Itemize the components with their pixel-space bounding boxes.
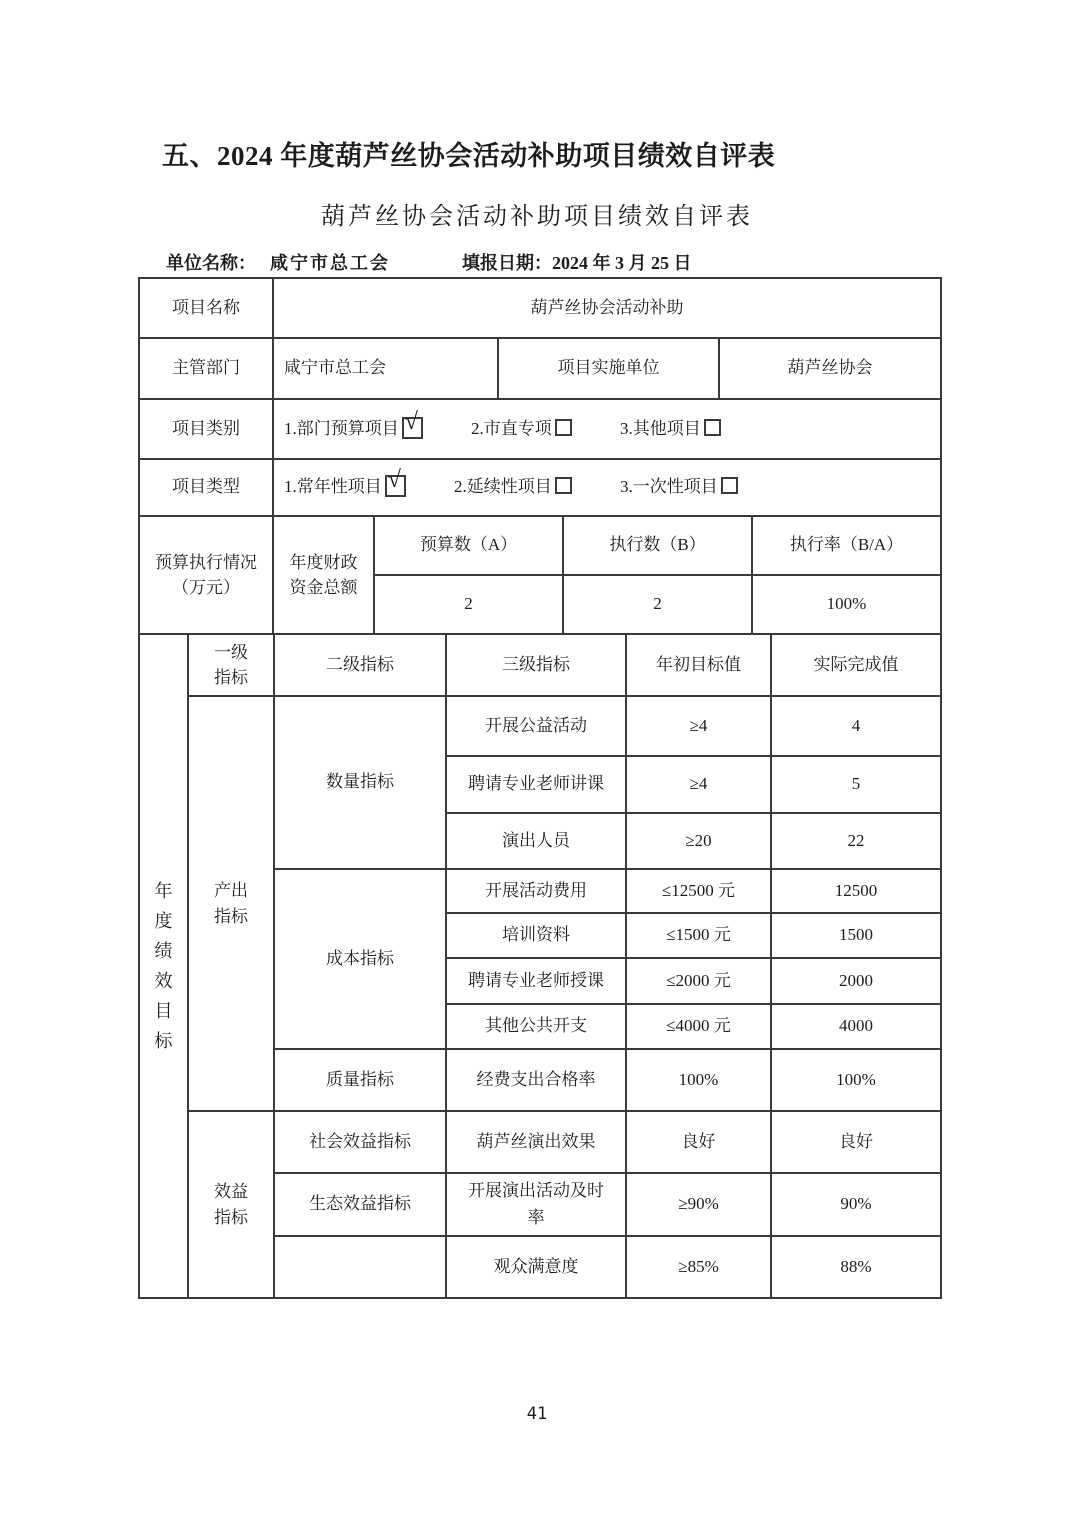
- form-meta-line: [166, 249, 692, 275]
- indicator-name: 培训资料: [446, 913, 626, 958]
- type-option-3: 3.一次性项目: [620, 477, 738, 496]
- table-row: [139, 399, 941, 459]
- indicator-actual: 90%: [771, 1173, 941, 1236]
- unit-name-value: 咸宁市总工会: [270, 253, 390, 273]
- indicator-actual: 12500: [771, 869, 941, 913]
- annual-fund-label: 年度财政 资金总额: [273, 516, 374, 634]
- category-label: 项目类别: [139, 399, 273, 459]
- type-option-2: 2.延续性项目: [454, 477, 572, 496]
- level2-quality: 质量指标: [274, 1049, 446, 1111]
- dept-label: 主管部门: [139, 338, 273, 399]
- indicator-actual: 1500: [771, 913, 941, 958]
- exec-amount-value: 2: [563, 575, 752, 634]
- report-date-label: 填报日期：: [462, 253, 552, 273]
- checkbox-checked-icon: √: [402, 417, 423, 439]
- type-option-1: 1.常年性项目 √: [284, 477, 406, 496]
- indicator-name: 经费支出合格率: [446, 1049, 626, 1111]
- indicator-name: 其他公共开支: [446, 1004, 626, 1049]
- category-options: [273, 399, 941, 459]
- indicator-target: ≥4: [626, 756, 771, 813]
- level2-quantity: 数量指标: [274, 696, 446, 869]
- table-row: [139, 696, 941, 756]
- budget-amount-header: 预算数（A）: [374, 516, 563, 575]
- indicator-target: ≥90%: [626, 1173, 771, 1236]
- project-name-value: 葫芦丝协会活动补助: [273, 278, 941, 338]
- indicator-name: 开展活动费用: [446, 869, 626, 913]
- level2-empty: [274, 1236, 446, 1298]
- level1-output-indicators: 产出 指标: [188, 696, 274, 1111]
- project-name-label: 项目名称: [139, 278, 273, 338]
- level2-eco-benefit: 生态效益指标: [274, 1173, 446, 1236]
- page-number: 41: [526, 1404, 548, 1424]
- table-row: [139, 338, 941, 399]
- level1-benefit-indicators: 效益 指标: [188, 1111, 274, 1298]
- checkbox-empty-icon: [704, 419, 721, 436]
- indicator-actual: 100%: [771, 1049, 941, 1111]
- table-row: [139, 459, 941, 516]
- header-actual: 实际完成值: [771, 634, 941, 696]
- budget-execution-table: [138, 515, 942, 635]
- project-info-table: [138, 277, 942, 517]
- indicator-actual: 4: [771, 696, 941, 756]
- table-row: [139, 278, 941, 338]
- indicator-name: 开展演出活动及时率: [446, 1173, 626, 1236]
- indicators-table: [138, 633, 942, 1299]
- annual-performance-goal-label: [139, 634, 188, 1298]
- indicator-name: 葫芦丝演出效果: [446, 1111, 626, 1173]
- type-label: 项目类型: [139, 459, 273, 516]
- page-title: 五、2024 年度葫芦丝协会活动补助项目绩效自评表: [162, 141, 776, 171]
- indicator-target: ≥85%: [626, 1236, 771, 1298]
- checkbox-empty-icon: [721, 477, 738, 494]
- vertical-label: 年 度 绩 效 目 标: [154, 881, 173, 1051]
- exec-amount-header: 执行数（B）: [563, 516, 752, 575]
- unit-name-label: 单位名称：: [166, 253, 256, 273]
- checkbox-empty-icon: [555, 477, 572, 494]
- level2-social-benefit: 社会效益指标: [274, 1111, 446, 1173]
- indicators-header-row: [139, 634, 941, 696]
- impl-unit-label: 项目实施单位: [498, 338, 719, 399]
- indicator-target: ≤1500 元: [626, 913, 771, 958]
- indicator-target: ≤12500 元: [626, 869, 771, 913]
- exec-rate-value: 100%: [752, 575, 941, 634]
- indicator-target: ≥20: [626, 813, 771, 869]
- report-date-value: 2024 年 3 月 25 日: [552, 253, 692, 273]
- indicator-target: 100%: [626, 1049, 771, 1111]
- indicator-actual: 良好: [771, 1111, 941, 1173]
- checkbox-empty-icon: [555, 419, 572, 436]
- header-level2: 二级指标: [274, 634, 446, 696]
- indicator-name: 聘请专业老师讲课: [446, 756, 626, 813]
- indicator-actual: 88%: [771, 1236, 941, 1298]
- header-target: 年初目标值: [626, 634, 771, 696]
- indicator-actual: 22: [771, 813, 941, 869]
- indicator-name: 开展公益活动: [446, 696, 626, 756]
- indicator-name: 演出人员: [446, 813, 626, 869]
- indicator-target: ≤4000 元: [626, 1004, 771, 1049]
- table-subtitle: 葫芦丝协会活动补助项目绩效自评表: [321, 204, 753, 230]
- indicator-actual: 4000: [771, 1004, 941, 1049]
- dept-value: 咸宁市总工会: [273, 338, 498, 399]
- category-option-2: 2.市直专项: [471, 419, 572, 438]
- table-row: [139, 1111, 941, 1173]
- category-option-1: 1.部门预算项目 √: [284, 419, 423, 438]
- table-row: [139, 516, 941, 575]
- level2-cost: 成本指标: [274, 869, 446, 1049]
- budget-section-label: 预算执行情况 （万元）: [139, 516, 273, 634]
- impl-unit-value: 葫芦丝协会: [719, 338, 941, 399]
- exec-rate-header: 执行率（B/A）: [752, 516, 941, 575]
- header-level1: 一级 指标: [188, 634, 274, 696]
- category-option-3: 3.其他项目: [620, 419, 721, 438]
- indicator-target: 良好: [626, 1111, 771, 1173]
- header-level3: 三级指标: [446, 634, 626, 696]
- indicator-actual: 5: [771, 756, 941, 813]
- budget-amount-value: 2: [374, 575, 563, 634]
- indicator-target: ≥4: [626, 696, 771, 756]
- self-evaluation-table: [138, 277, 940, 1299]
- indicator-name: 聘请专业老师授课: [446, 958, 626, 1004]
- type-options: [273, 459, 941, 516]
- checkbox-checked-icon: √: [385, 475, 406, 497]
- indicator-target: ≤2000 元: [626, 958, 771, 1004]
- indicator-actual: 2000: [771, 958, 941, 1004]
- indicator-name: 观众满意度: [446, 1236, 626, 1298]
